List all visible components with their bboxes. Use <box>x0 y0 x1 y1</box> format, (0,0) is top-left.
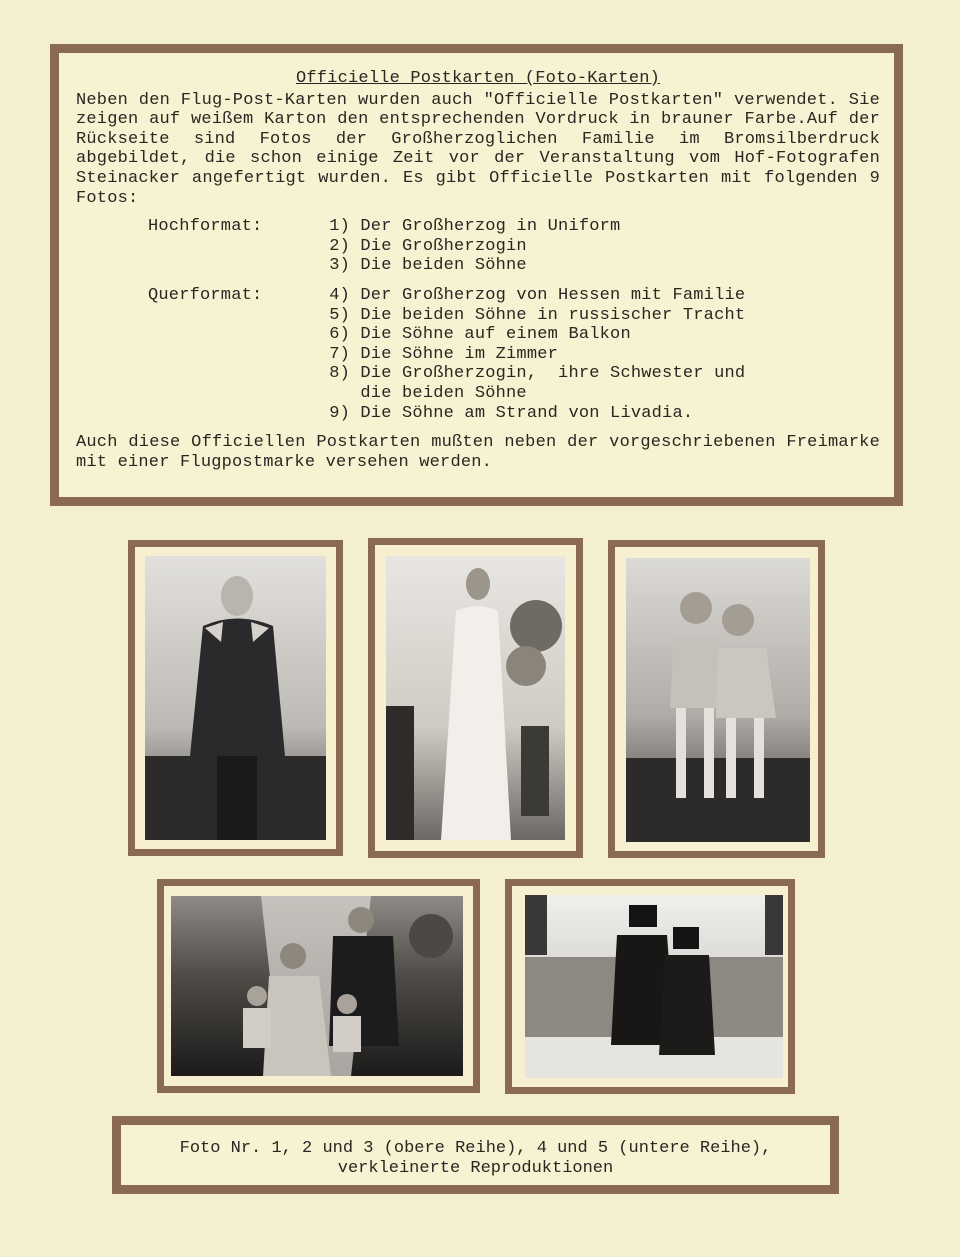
item-text: Die Söhne im Zimmer <box>360 344 559 364</box>
list-item <box>316 217 880 237</box>
photo-1-drawing <box>145 556 326 840</box>
list-item <box>316 345 880 365</box>
group-hochformat <box>76 217 880 276</box>
item-number: 3) <box>329 256 350 276</box>
item-text: Die beiden Söhne in russischer Tracht <box>360 305 746 325</box>
photo-3-drawing <box>626 558 810 842</box>
photo-family <box>171 896 463 1076</box>
group-querformat <box>76 286 880 423</box>
item-text: Der Großherzog von Hessen mit Familie <box>360 285 746 305</box>
caption-line-1: Foto Nr. 1, 2 und 3 (obere Reihe), 4 und 5 (untere Reihe), <box>179 1139 772 1158</box>
caption-line-2: verkleinerte Reproduktionen <box>337 1158 614 1178</box>
photo-mat-5 <box>505 879 795 1094</box>
item-number: 4) <box>329 285 350 305</box>
list-item <box>316 325 880 345</box>
item-text: Der Großherzog in Uniform <box>360 217 621 237</box>
photo-mat-3 <box>608 540 825 858</box>
caption-text <box>121 1139 830 1178</box>
item-text: Die Söhne am Strand von Livadia. <box>360 403 694 423</box>
item-text: Die Söhne auf einem Balkon <box>360 325 631 345</box>
text-content <box>76 69 880 472</box>
item-number: 9) <box>329 403 350 423</box>
photo-mat-1 <box>128 540 343 856</box>
group-label: Hochformat: <box>148 217 263 237</box>
photo-5-drawing <box>525 895 783 1078</box>
list-item <box>316 286 880 306</box>
photo-sons-russian-costume <box>525 895 783 1078</box>
item-number: 6) <box>329 325 350 345</box>
photo-grand-duke-uniform <box>145 556 326 840</box>
photo-two-sons <box>626 558 810 842</box>
photo-grand-duchess <box>386 556 565 840</box>
photo-list <box>76 217 880 423</box>
photo-mat-2 <box>368 538 583 858</box>
text-panel <box>50 44 903 506</box>
list-item <box>316 256 880 276</box>
item-number: 8) <box>329 364 350 384</box>
item-text: Die beiden Söhne <box>360 256 527 276</box>
item-text: Die Großherzogin <box>360 236 527 256</box>
photo-mat-4 <box>157 879 480 1093</box>
panel-title: Officielle Postkarten (Foto-Karten) <box>295 69 661 88</box>
intro-paragraph: Neben den Flug-Post-Karten wurden auch "Officielle Postkarten" verwendet. Sie zeigen auf weißem Karton den entsprechenden Vordruck in brauner Farbe.Auf der Rückseite sind Fotos der Großherzoglichen Familie im Bromsilberdruck abgebildet, die schon einige Zeit vor der Veranstaltung vom Hof-Fotografen Steinacker angefertigt wurden. Es gibt Officielle Postkarten mit folgenden 9 Fotos: <box>76 90 880 208</box>
item-number: 2) <box>329 236 350 256</box>
group-label: Querformat: <box>148 285 263 305</box>
list-item <box>316 306 880 326</box>
list-item <box>316 364 880 403</box>
photo-2-drawing <box>386 556 565 840</box>
item-number: 7) <box>329 344 350 364</box>
item-text: Die Großherzogin, ihre Schwester und die beiden Söhne <box>360 364 746 403</box>
item-number: 1) <box>329 217 350 237</box>
list-item <box>316 237 880 257</box>
photo-4-drawing <box>171 896 463 1076</box>
outro-paragraph: Auch diese Officiellen Postkarten mußten neben der vorgeschriebenen Freimarke mit einer Flugpostmarke versehen werden. <box>76 433 880 472</box>
list-item <box>316 404 880 424</box>
item-number: 5) <box>329 305 350 325</box>
caption-panel <box>112 1116 839 1194</box>
